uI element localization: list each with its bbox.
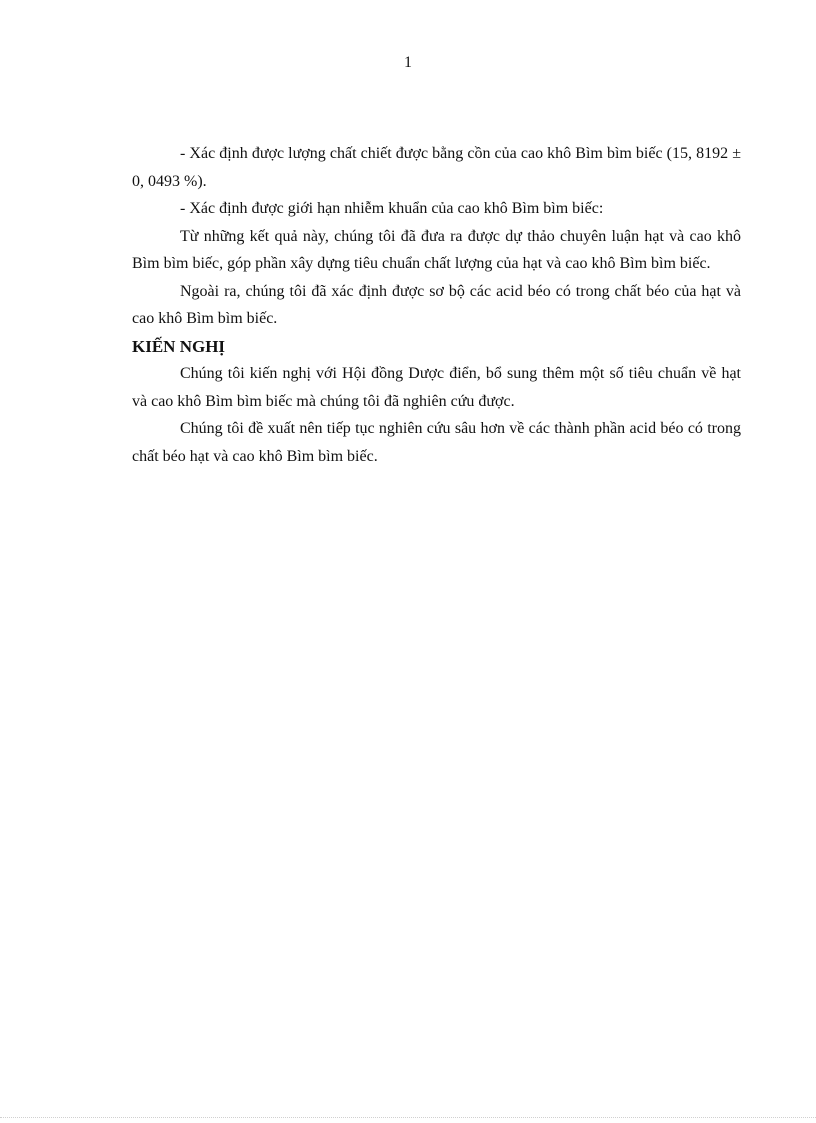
paragraph-recommendation-pharmacopoeia: Chúng tôi kiến nghị với Hội đồng Dược điển, bổ sung thêm một số tiêu chuẩn về hạt và cao khô Bìm bìm biếc mà chúng tôi đã nghiên cứu được. [132, 365, 741, 410]
paragraph-microbial-limit: - Xác định được giới hạn nhiễm khuẩn của cao khô Bìm bìm biếc: [180, 200, 604, 217]
page-bottom-divider [0, 1117, 816, 1118]
paragraph-draft-monograph: Từ những kết quả này, chúng tôi đã đưa ra được dự thảo chuyên luận hạt và cao khô Bìm bìm biếc, góp phần xây dựng tiêu chuẩn chất lượng của hạt và cao khô Bìm bìm biếc. [132, 227, 741, 272]
document-body [132, 140, 741, 470]
paragraph-fatty-acids: Ngoài ra, chúng tôi đã xác định được sơ bộ các acid béo có trong chất béo của hạt và cao khô Bìm bìm biếc. [132, 282, 741, 327]
page-number: 1 [404, 54, 412, 71]
paragraph-recommendation-further-research: Chúng tôi đề xuất nên tiếp tục nghiên cứu sâu hơn về các thành phần acid béo có trong chất béo hạt và cao khô Bìm bìm biếc. [132, 420, 741, 465]
paragraph-ethanol-extract: - Xác định được lượng chất chiết được bằng cồn của cao khô Bìm bìm biếc (15, 8192 ± 0, 0493 %). [132, 145, 741, 190]
section-heading-recommendations: KIẾN NGHỊ [132, 336, 226, 356]
